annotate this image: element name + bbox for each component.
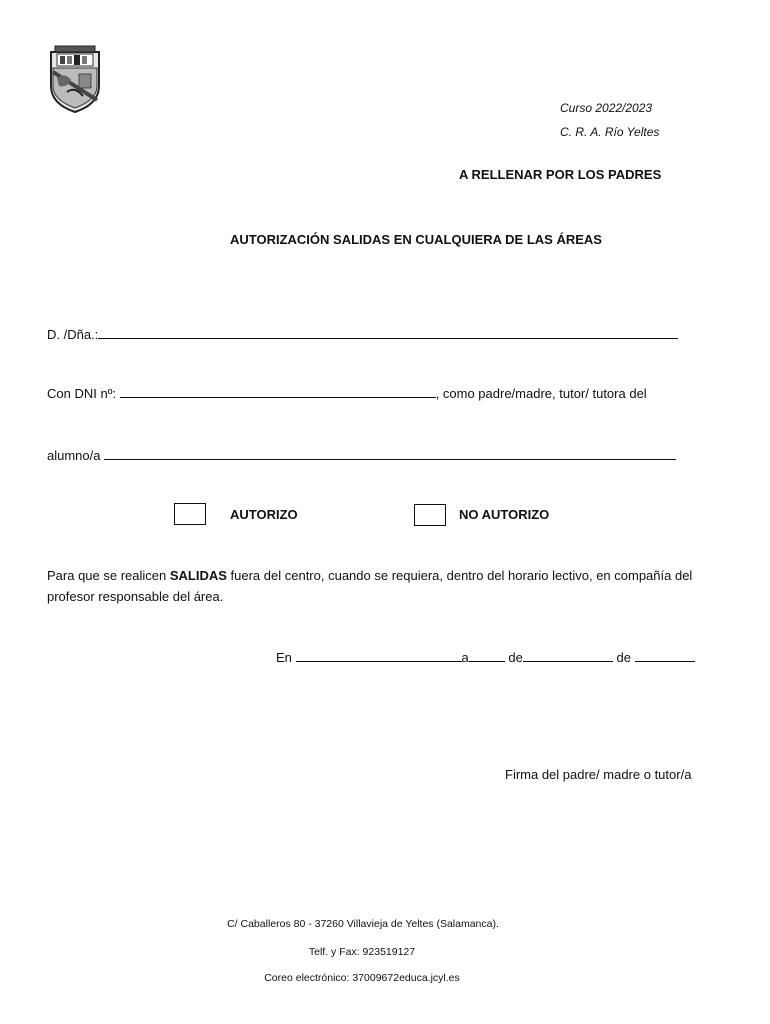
- year-field[interactable]: [635, 648, 695, 662]
- date-de2-label: de: [616, 650, 631, 665]
- paragraph-text-start: Para que se realicen: [47, 568, 170, 583]
- dni-suffix: , como padre/madre, tutor/ tutora del: [435, 386, 647, 401]
- school-crest-logo: [47, 42, 103, 114]
- date-de1-label: de: [508, 650, 523, 665]
- school-name: C. R. A. Río Yeltes: [560, 125, 660, 139]
- dni-label: Con DNI nº:: [47, 386, 117, 401]
- date-a-label: a: [461, 650, 469, 665]
- not-authorize-label: NO AUTORIZO: [459, 507, 550, 522]
- date-en-label: En: [276, 650, 292, 665]
- to-fill-heading: A RELLENAR POR LOS PADRES: [459, 167, 662, 182]
- authorize-checkbox[interactable]: [174, 503, 206, 525]
- name-label: D. /Dña.:: [47, 327, 99, 342]
- dni-field[interactable]: [120, 384, 436, 398]
- paragraph-bold-salidas: SALIDAS: [169, 568, 227, 583]
- course-year: Curso 2022/2023: [560, 101, 653, 115]
- footer-address: C/ Caballeros 80 - 37260 Villavieja de Yeltes (Salamanca).: [227, 918, 499, 930]
- not-authorize-checkbox[interactable]: [414, 504, 446, 526]
- document-title: AUTORIZACIÓN SALIDAS EN CUALQUIERA DE LAS ÁREAS: [230, 232, 602, 247]
- student-row: [47, 446, 697, 463]
- date-row: [276, 648, 726, 665]
- dni-row: [47, 384, 697, 401]
- student-field[interactable]: [104, 446, 676, 460]
- authorization-paragraph: [47, 565, 737, 607]
- month-field[interactable]: [523, 648, 613, 662]
- name-row: [47, 325, 687, 342]
- paragraph-text-end: fuera del centro, cuando se requiera, dentro del horario lectivo, en compañía del profesor responsable del área.: [47, 568, 693, 604]
- name-field[interactable]: [98, 325, 678, 339]
- footer-email: Coreo electrónico: 37009672educa.jcyl.es: [264, 972, 460, 984]
- student-label: alumno/a: [47, 448, 101, 463]
- place-field[interactable]: [296, 648, 462, 662]
- day-field[interactable]: [469, 648, 505, 662]
- footer-phone: Telf. y Fax: 923519127: [308, 946, 416, 958]
- signature-label: Firma del padre/ madre o tutor/a: [505, 767, 692, 782]
- authorize-label: AUTORIZO: [230, 507, 298, 522]
